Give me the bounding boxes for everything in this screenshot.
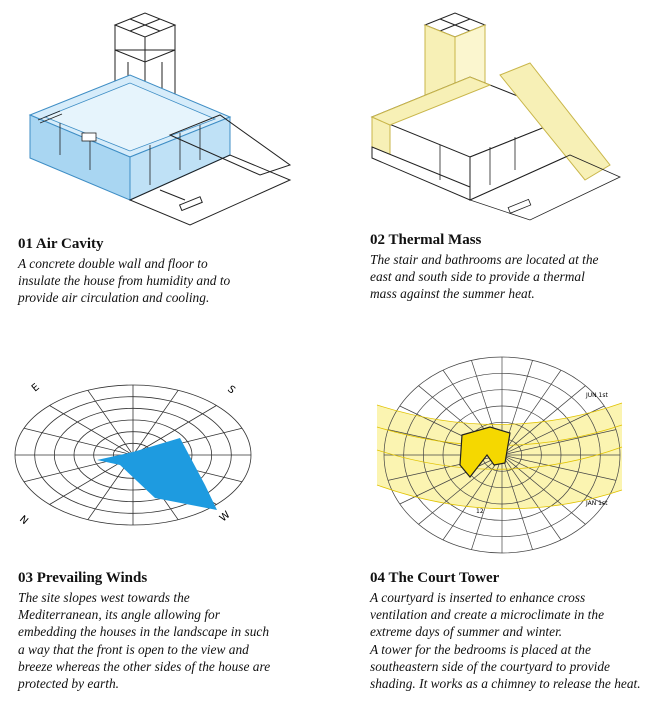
prevailing-winds-caption xyxy=(18,570,318,692)
air-cavity-isometric-diagram xyxy=(20,5,310,230)
grid-spoke xyxy=(50,406,133,455)
caption-line: embedding the houses in the landscape in such xyxy=(18,624,270,640)
sun-path-diagram xyxy=(372,355,642,570)
thermal-mass-isometric-diagram xyxy=(360,5,640,230)
panel-title: 03 Prevailing Winds xyxy=(18,570,148,586)
air-cavity-caption xyxy=(18,236,318,307)
sun-label-noon: 12 xyxy=(476,508,484,515)
caption-line: provide air circulation and cooling. xyxy=(18,290,210,306)
caption-line: mass against the summer heat. xyxy=(370,286,535,302)
compass-label-s: S xyxy=(225,383,238,397)
caption-line: breeze whereas the other sides of the house are xyxy=(18,658,271,674)
caption-line: shading. It works as a chimney to release the heat. xyxy=(370,676,641,692)
caption-line: The site slopes west towards the xyxy=(18,590,190,605)
caption-line: protected by earth. xyxy=(18,676,120,692)
court-tower-caption xyxy=(370,570,650,692)
sun-label-jun: JUN 1st xyxy=(586,392,608,399)
caption-line: A tower for the bedrooms is placed at the xyxy=(370,641,591,657)
compass-label-w: W xyxy=(217,509,233,525)
panel-title: 04 The Court Tower xyxy=(370,570,500,586)
caption-line: extreme days of summer and winter. xyxy=(370,624,563,640)
caption-line: A concrete double wall and floor to xyxy=(18,256,208,271)
panel-title: 01 Air Cavity xyxy=(18,236,104,252)
caption-line: east and south side to provide a thermal xyxy=(370,269,585,285)
caption-line: insulate the house from humidity and to xyxy=(18,273,231,289)
compass-label-n: N xyxy=(17,513,30,528)
thermal-mass-caption xyxy=(370,232,650,303)
caption-line: The stair and bathrooms are located at the xyxy=(370,252,599,267)
compass-label-e: E xyxy=(29,381,42,395)
sun-label-jan: JAN 1st xyxy=(586,500,608,507)
caption-line: ventilation and create a microclimate in the xyxy=(370,607,605,623)
caption-line: A courtyard is inserted to enhance cross xyxy=(370,590,586,605)
panel-title: 02 Thermal Mass xyxy=(370,232,482,248)
caption-line: Mediterranean, its angle allowing for xyxy=(18,607,220,623)
caption-line: a way that the front is open to the view and xyxy=(18,641,249,657)
caption-line: southeastern side of the courtyard to provide xyxy=(370,658,611,674)
wind-rose-diagram xyxy=(5,370,265,550)
